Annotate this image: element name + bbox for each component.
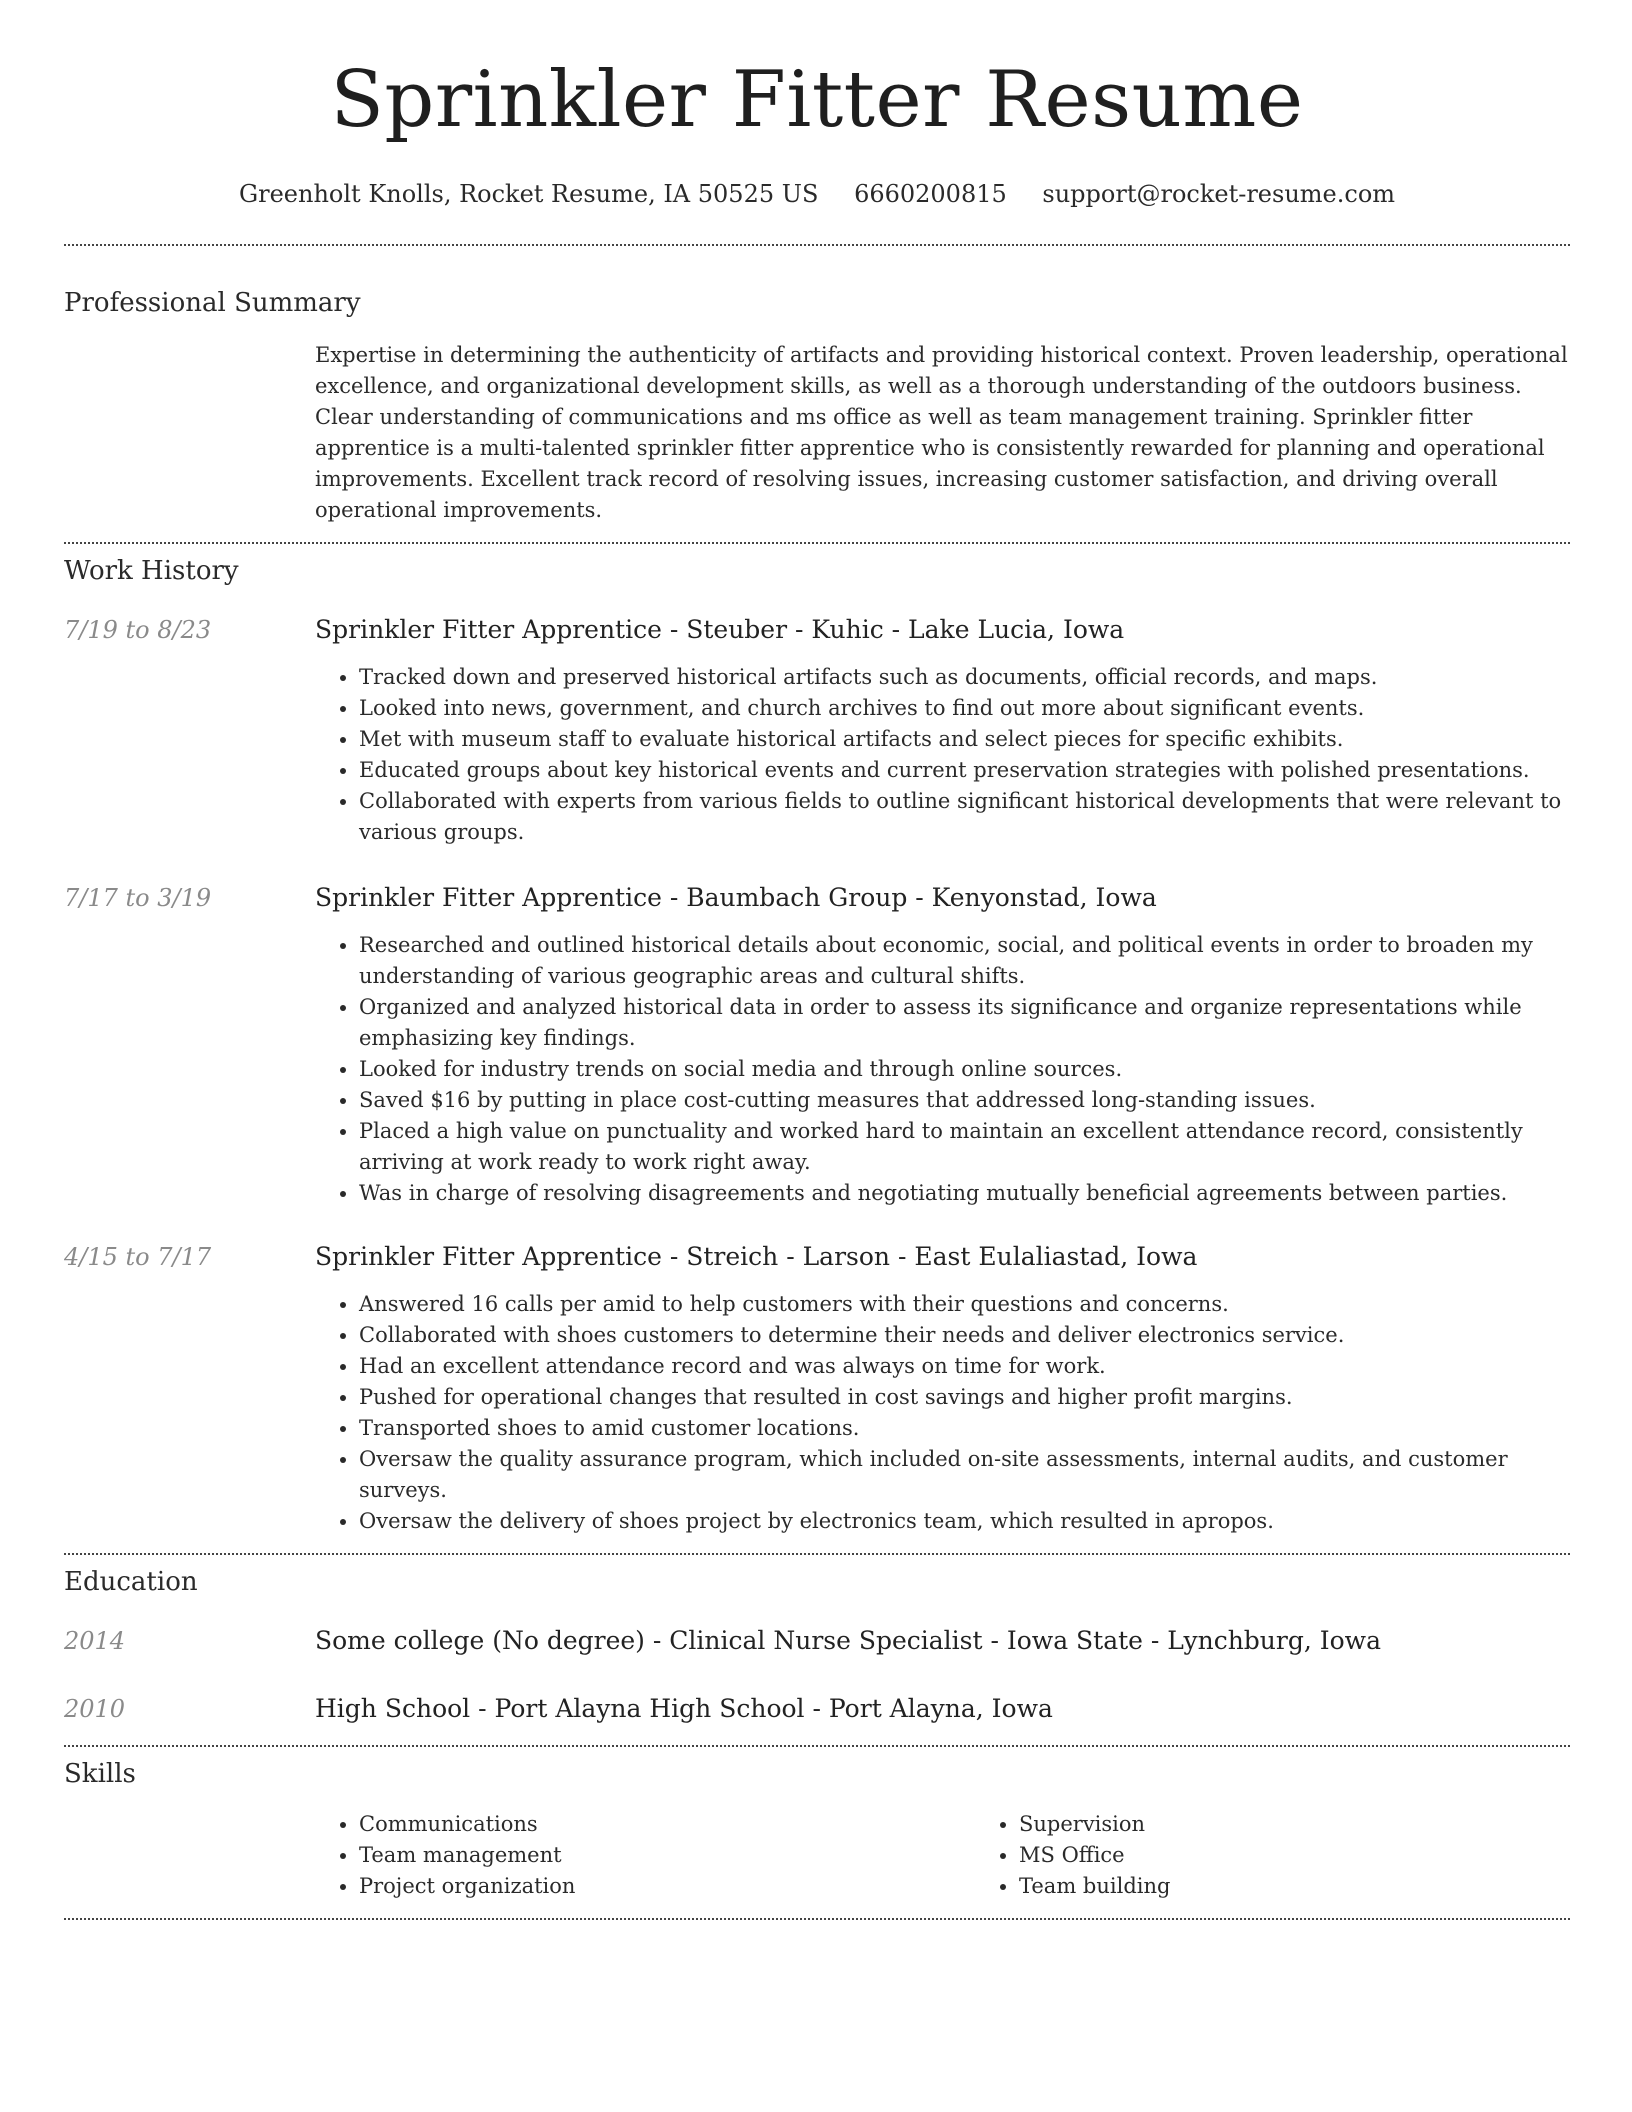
divider: [64, 244, 1570, 246]
list-item: • Was in charge of resolving disagreements and negotiating mutually beneficial agreements between parties.: [359, 1178, 1570, 1209]
education-heading: [315, 1625, 1570, 1657]
list-item: • Collaborated with experts from various fields to outline significant historical developments that were relevant to various groups.: [359, 786, 1570, 848]
education-entry: [64, 1693, 1570, 1725]
divider: [64, 542, 1570, 544]
skill-item: • Communications: [359, 1809, 975, 1840]
divider: [64, 1745, 1570, 1747]
contact-phone: 6660200815: [854, 180, 1007, 208]
education-heading: [315, 1693, 1570, 1725]
list-item: • Placed a high value on punctuality and worked hard to maintain an excellent attendance record, consistently arriving at work ready to work right away.: [359, 1116, 1570, 1178]
list-item: • Oversaw the quality assurance program, which included on-site assessments, internal audits, and customer surveys.: [359, 1444, 1570, 1506]
skills-list-right: [975, 1809, 1632, 1902]
job-entry: [64, 1241, 1570, 1537]
job-bullets: [315, 662, 1570, 848]
skill-item: • Project organization: [359, 1871, 975, 1902]
job-bullets: [315, 1289, 1570, 1537]
list-item: • Pushed for operational changes that resulted in cost savings and higher profit margins.: [359, 1382, 1570, 1413]
skill-item: • Team building: [1019, 1871, 1632, 1902]
section-title-skills: Skills: [64, 1759, 136, 1789]
list-item: • Educated groups about key historical events and current preservation strategies with polished presentations.: [359, 755, 1570, 786]
job-body: [315, 882, 1570, 1209]
list-item: • Transported shoes to amid customer locations.: [359, 1413, 1570, 1444]
resume-page: [64, 0, 1570, 1920]
list-item: • Researched and outlined historical details about economic, social, and political events in order to broaden my understanding of various geographic areas and cultural shifts.: [359, 930, 1570, 992]
education-school: - Iowa State - Lynchburg, Iowa: [982, 1626, 1381, 1655]
education-year: 2010: [64, 1695, 126, 1723]
contact-address: Greenholt Knolls, Rocket Resume, IA 50525 US: [238, 180, 819, 208]
skills-spacer: [64, 1809, 315, 1902]
list-item: • Looked into news, government, and church archives to find out more about significant events.: [359, 693, 1570, 724]
list-item: • Organized and analyzed historical data in order to assess its significance and organize representations while emphasizing key findings.: [359, 992, 1570, 1054]
section-title-summary: Professional Summary: [64, 288, 361, 318]
list-item: • Oversaw the delivery of shoes project by electronics team, which resulted in apropos.: [359, 1506, 1570, 1537]
list-item: • Answered 16 calls per amid to help customers with their questions and concerns.: [359, 1289, 1570, 1320]
education-school: - Port Alayna High School - Port Alayna, Iowa: [470, 1694, 1053, 1723]
list-item: • Tracked down and preserved historical artifacts such as documents, official records, and maps.: [359, 662, 1570, 693]
skills-list-left: [315, 1809, 975, 1902]
summary-row: [64, 340, 1570, 526]
contact-line: [64, 178, 1570, 210]
job-dates: 7/19 to 8/23: [64, 616, 212, 644]
education-degree: High School: [315, 1694, 471, 1723]
job-heading: Sprinkler Fitter Apprentice - Steuber - Kuhic - Lake Lucia, Iowa: [315, 615, 1125, 644]
job-body: [315, 614, 1570, 848]
education-degree: Some college (No degree) - Clinical Nurse Specialist: [315, 1626, 983, 1655]
job-dates: 7/17 to 3/19: [64, 884, 212, 912]
job-entry: [64, 882, 1570, 1209]
job-entry: [64, 614, 1570, 848]
job-heading: Sprinkler Fitter Apprentice - Baumbach Group - Kenyonstad, Iowa: [315, 883, 1157, 912]
contact-email: support@rocket-resume.com: [1042, 180, 1396, 208]
list-item: • Looked for industry trends on social media and through online sources.: [359, 1054, 1570, 1085]
skills-row: [64, 1809, 1570, 1902]
divider: [64, 1553, 1570, 1555]
list-item: • Had an excellent attendance record and was always on time for work.: [359, 1351, 1570, 1382]
section-title-work: Work History: [64, 556, 239, 586]
list-item: • Saved $16 by putting in place cost-cutting measures that addressed long-standing issues.: [359, 1085, 1570, 1116]
education-entry: [64, 1625, 1570, 1657]
list-item: • Met with museum staff to evaluate historical artifacts and select pieces for specific exhibits.: [359, 724, 1570, 755]
list-item: • Collaborated with shoes customers to determine their needs and deliver electronics service.: [359, 1320, 1570, 1351]
skill-item: • MS Office: [1019, 1840, 1632, 1871]
resume-title: Sprinkler Fitter Resume: [330, 55, 1304, 145]
job-body: [315, 1241, 1570, 1537]
section-title-education: Education: [64, 1567, 198, 1597]
job-dates: 4/15 to 7/17: [64, 1243, 212, 1271]
skill-item: • Team management: [359, 1840, 975, 1871]
job-bullets: [315, 930, 1570, 1209]
education-year: 2014: [64, 1627, 126, 1655]
skills-columns: [315, 1809, 1632, 1902]
skill-item: • Supervision: [1019, 1809, 1632, 1840]
divider: [64, 1918, 1570, 1920]
summary-spacer: [64, 340, 315, 526]
job-heading: Sprinkler Fitter Apprentice - Streich - Larson - East Eulaliastad, Iowa: [315, 1242, 1198, 1271]
summary-text: Expertise in determining the authenticity of artifacts and providing historical context. Proven leadership, operational excellence, and organizational development skills, as well as a thorough understanding of the outdoors business. Clear understanding of communications and ms office as well as team management training. Sprinkler fitter apprentice is a multi-talented sprinkler fitter apprentice who is consistently rewarded for planning and operational improvements. Excellent track record of resolving issues, increasing customer satisfaction, and driving overall operational improvements.: [315, 343, 1568, 522]
